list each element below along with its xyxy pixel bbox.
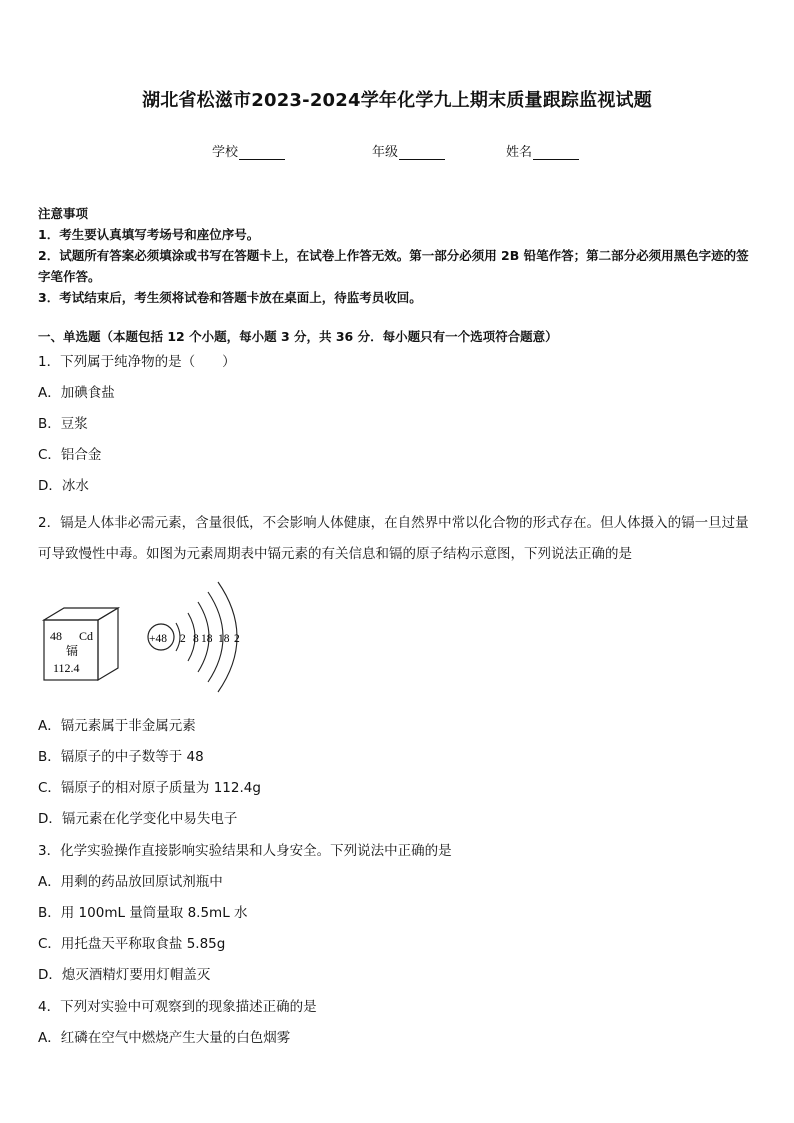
grade-field[interactable] (372, 141, 445, 160)
name-field[interactable] (506, 141, 579, 160)
name-label: 姓名 (506, 145, 533, 160)
nuclear-charge: +48 (149, 633, 167, 645)
question-2-option-a[interactable]: A．镉元素属于非金属元素 (38, 718, 196, 734)
atomic-mass: 112.4 (53, 661, 80, 675)
question-2-option-c[interactable]: C．镉原子的相对原子质量为 112.4g (38, 780, 261, 796)
question-2-option-b[interactable]: B．镉原子的中子数等于 48 (38, 749, 204, 765)
question-1-stem: 1．下列属于纯净物的是（ ） (38, 354, 236, 370)
shell-electrons: 2 (180, 633, 186, 645)
section-heading: 一、单选题（本题包括 12 个小题，每小题 3 分，共 36 分．每小题只有一个选项符合题意） (38, 329, 558, 344)
question-2-stem: 2．镉是人体非必需元素，含量很低，不会影响人体健康，在自然界中常以化合物的形式存在。但人体摄入的镉一旦过量可导致慢性中毒。如图为元素周期表中镉元素的有关信息和镉的原子结构示意图，下列说法正确的是 (38, 515, 749, 562)
question-2-option-d[interactable]: D．镉元素在化学变化中易失电子 (38, 811, 238, 827)
question-4-option-a[interactable]: A．红磷在空气中燃烧产生大量的白色烟雾 (38, 1030, 291, 1046)
shell-electrons: 18 (201, 633, 213, 645)
grade-blank[interactable] (399, 145, 445, 160)
element-cell (44, 608, 118, 680)
shell-electrons: 18 (218, 633, 230, 645)
page-title: 湖北省松滋市2023-2024学年化学九上期末质量跟踪监视试题 (142, 90, 652, 111)
atomic-structure (148, 582, 240, 692)
element-name: 镉 (66, 644, 79, 658)
notice-heading: 注意事项 (38, 206, 89, 221)
school-field[interactable] (212, 141, 285, 160)
question-4-stem: 4．下列对实验中可观察到的现象描述正确的是 (38, 999, 317, 1015)
grade-label: 年级 (372, 145, 399, 160)
question-1-option-c[interactable]: C．铝合金 (38, 447, 102, 463)
student-info-fields (0, 141, 794, 161)
school-label: 学校 (212, 145, 239, 160)
question-1-option-b[interactable]: B．豆浆 (38, 416, 88, 432)
question-3-option-c[interactable]: C．用托盘天平称取食盐 5.85g (38, 936, 226, 952)
element-symbol: Cd (79, 629, 94, 643)
question-3-option-b[interactable]: B．用 100mL 量筒量取 8.5mL 水 (38, 905, 248, 921)
notice-item: 2．试题所有答案必须填涂或书写在答题卡上，在试卷上作答无效。第一部分必须用 2B 铅笔作答；第二部分必须用黑色字迹的签字笔作答。 (38, 248, 749, 284)
notice-item: 3．考试结束后，考生须将试卷和答题卡放在桌面上，待监考员收回。 (38, 290, 422, 305)
question-1-option-a[interactable]: A．加碘食盐 (38, 385, 115, 401)
question-3-option-a[interactable]: A．用剩的药品放回原试剂瓶中 (38, 874, 223, 890)
shell-electrons: 2 (234, 633, 240, 645)
notice-item: 1．考生要认真填写考场号和座位序号。 (38, 227, 260, 242)
atomic-number: 48 (50, 629, 62, 643)
name-blank[interactable] (533, 145, 579, 160)
cadmium-figure (38, 578, 258, 698)
question-3-stem: 3．化学实验操作直接影响实验结果和人身安全。下列说法中正确的是 (38, 843, 452, 859)
question-1-option-d[interactable]: D．冰水 (38, 478, 89, 494)
school-blank[interactable] (239, 145, 285, 160)
notice-block (38, 203, 760, 308)
question-3-option-d[interactable]: D．熄灭酒精灯要用灯帽盖灭 (38, 967, 211, 983)
cadmium-diagram (38, 578, 258, 698)
shell-electrons: 8 (193, 633, 199, 645)
